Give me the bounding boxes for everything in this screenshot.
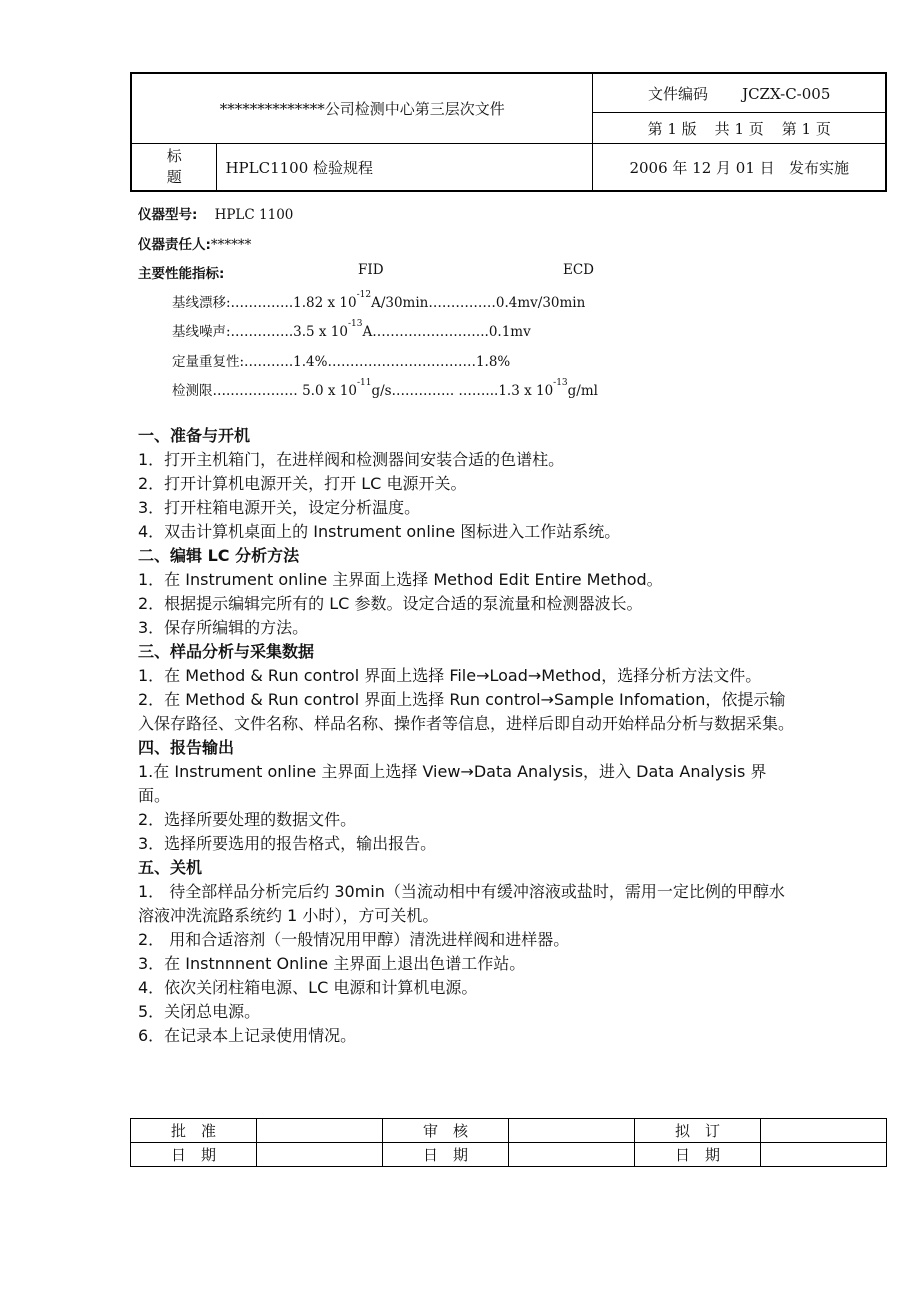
draft-date-field (761, 1143, 887, 1167)
spec-baseline-drift: 基线漂移:…………..1.82 x $10^{-12}A/30\min\dots\dots\dots\dots\dots 0.4mv/30\min$ (172, 290, 586, 311)
list-item: 3．在 Instnnnent Online 主界面上退出色谱工作站。 (138, 954, 526, 973)
fid-heading: FID (358, 262, 384, 278)
list-item: 4．依次关闭柱箱电源、LC 电源和计算机电源。 (138, 978, 478, 997)
list-item: 1．在 Instrument online 主界面上选择 Method Edit Entire Method。 (138, 570, 663, 589)
doc-code: JCZX-C-005 (742, 84, 831, 103)
review-label: 审 核 (382, 1119, 508, 1143)
approve-date-field (257, 1143, 383, 1167)
model-line (138, 203, 293, 223)
model-value: HPLC 1100 (214, 207, 294, 223)
list-item: 2．打开计算机电源开关，打开 LC 电源开关。 (138, 474, 467, 493)
list-item: 2．选择所要处理的数据文件。 (138, 810, 357, 829)
list-item: 2．根据提示编辑完所有的 LC 参数。设定合适的泵流量和检测器波长。 (138, 594, 643, 613)
list-item: 4．双击计算机桌面上的 Instrument online 图标进入工作站系统。 (138, 522, 621, 541)
procedure-body (138, 424, 798, 1048)
spec-detection-limit: 检测限….…………… 5.0 x $10^{-11}g/s\dots\dots\dots\dots$.. ……...1.3 x $10^{-13}g/ml$ (172, 378, 598, 399)
list-item: 5．关闭总电源。 (138, 1002, 261, 1021)
org-title: **************公司检测中心第三层次文件 (131, 73, 593, 144)
list-item: 1.在 Instrument online 主界面上选择 View→Data Analysis，进入 Data Analysis 界面。 (138, 762, 767, 805)
approve-date-label: 日 期 (131, 1143, 257, 1167)
owner-value: ****** (210, 237, 252, 253)
doc-code-cell (593, 73, 886, 113)
section-heading: 一、准备与开机 (138, 426, 251, 445)
list-item: 1．在 Method & Run control 界面上选择 File→Load→Method，选择分析方法文件。 (138, 666, 762, 685)
release-date: 2006 年 12 月 01 日 (629, 158, 775, 177)
list-item: 3．保存所编辑的方法。 (138, 618, 309, 637)
section-heading: 三、样品分析与采集数据 (138, 642, 315, 661)
perf-line (138, 262, 224, 282)
spec-baseline-noise: 基线噪声:…………..3.5 x $10^{-13}A\dots\dots\dots\dots\dots\dots\dots\dots..0.1mv$ (172, 319, 531, 340)
list-item: 2．在 Method & Run control 界面上选择 Run control→Sample Infomation，依提示输入保存路径、文件名称、样品名称、操作者等信息，进样后即自动开始样品分析与数据采集。 (138, 690, 795, 733)
review-field (509, 1119, 635, 1143)
title-label: 标 题 (131, 144, 217, 192)
section-heading: 四、报告输出 (138, 738, 235, 757)
list-item: 6．在记录本上记录使用情况。 (138, 1026, 357, 1045)
approve-label: 批 准 (131, 1119, 257, 1143)
release-date-cell (593, 144, 886, 192)
approve-field (257, 1119, 383, 1143)
version-cell (593, 113, 886, 144)
page-number: 第 1 页 (781, 119, 831, 138)
section-heading: 二、编辑 LC 分析方法 (138, 546, 300, 565)
perf-label: 主要性能指标: (138, 266, 225, 282)
release-text: 发布实施 (788, 158, 849, 177)
list-item: 3．打开柱箱电源开关，设定分析温度。 (138, 498, 421, 517)
ecd-heading: ECD (563, 262, 595, 278)
header-table (130, 72, 887, 192)
review-date-label: 日 期 (382, 1143, 508, 1167)
edition: 第 1 版 (647, 119, 697, 138)
draft-field (761, 1119, 887, 1143)
draft-date-label: 日 期 (634, 1143, 760, 1167)
spec-repeatability: 定量重复性:………..1.4%……………………………1.8% (172, 354, 511, 370)
section-heading: 五、关机 (138, 858, 203, 877)
draft-label: 拟 订 (634, 1119, 760, 1143)
total-pages: 共 1 页 (714, 119, 764, 138)
review-date-field (509, 1143, 635, 1167)
list-item: 3．选择所要选用的报告格式，输出报告。 (138, 834, 437, 853)
doc-title: HPLC1100 检验规程 (217, 144, 593, 192)
signature-table (130, 1118, 887, 1167)
model-label: 仪器型号: (138, 207, 198, 223)
owner-label: 仪器责任人: (138, 237, 211, 253)
list-item: 2． 用和合适溶剂（一般情况用甲醇）清洗进样阀和进样器。 (138, 930, 570, 949)
owner-line (138, 233, 251, 253)
doc-code-label: 文件编码 (648, 84, 709, 103)
list-item: 1．打开主机箱门，在进样阀和检测器间安装合适的色谱柱。 (138, 450, 565, 469)
list-item: 1． 待全部样品分析完后约 30min（当流动相中有缓冲溶液或盐时，需用一定比例的甲醇水溶液冲洗流路系统约 1 小时），方可关机。 (138, 882, 785, 925)
